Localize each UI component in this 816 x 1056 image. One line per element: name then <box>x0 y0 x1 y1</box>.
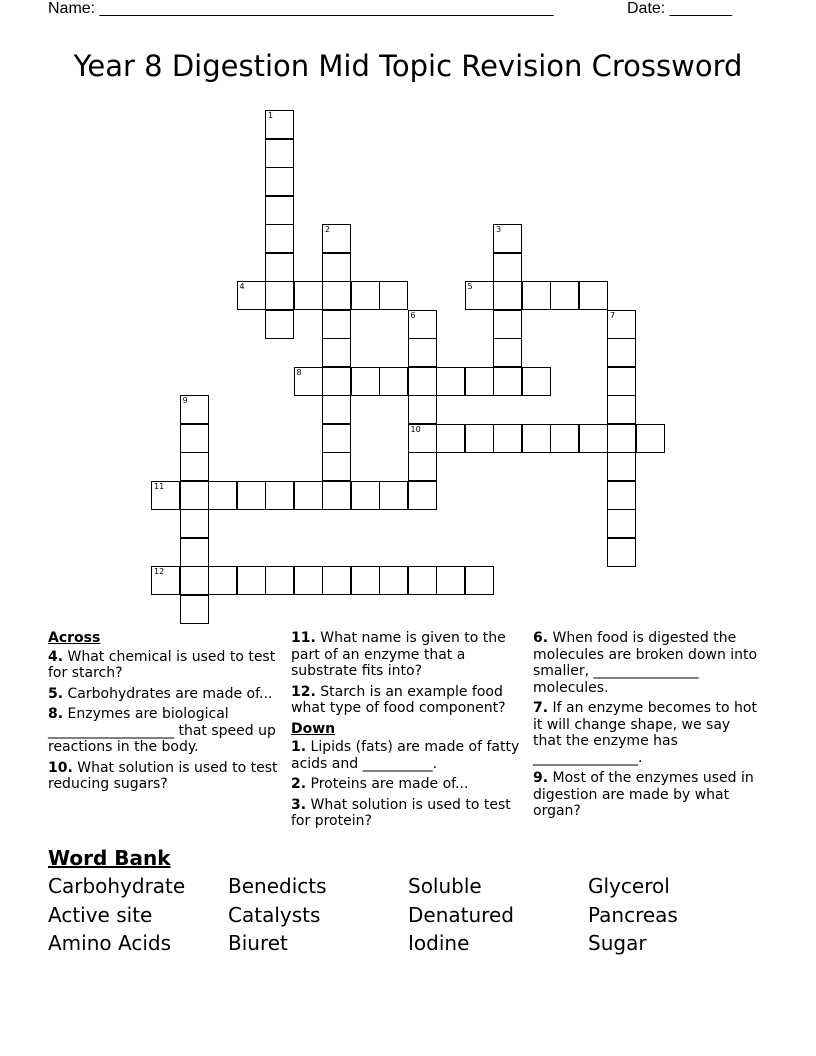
crossword-cell[interactable] <box>493 310 522 339</box>
crossword-cell[interactable] <box>322 281 351 310</box>
crossword-cell[interactable] <box>493 424 522 453</box>
date-field[interactable]: Date: _______ <box>627 0 732 17</box>
word-bank-item: Pancreas <box>588 903 678 927</box>
crossword-cell[interactable] <box>550 281 579 310</box>
crossword-cell[interactable] <box>408 452 437 481</box>
word-bank-item: Soluble <box>408 874 482 898</box>
clue-down-1: 1. Lipids (fats) are made of fatty acids and __________. <box>291 739 520 772</box>
crossword-cell[interactable] <box>322 452 351 481</box>
word-bank-item: Active site <box>48 903 153 927</box>
crossword-cell[interactable] <box>180 481 209 510</box>
clue-down-7: 7. If an enzyme becomes to hot it will change shape, we say that the enzyme has _______________. <box>533 700 757 766</box>
clue-across-8: 8. Enzymes are biological __________________ that speed up reactions in the body. <box>48 706 276 755</box>
crossword-cell[interactable] <box>265 196 294 225</box>
crossword-cell[interactable] <box>436 367 465 396</box>
word-bank-item: Carbohydrate <box>48 874 186 898</box>
crossword-cell[interactable] <box>351 281 380 310</box>
crossword-cell[interactable] <box>636 424 665 453</box>
crossword-cell[interactable] <box>408 310 437 339</box>
clue-across-4: 4. What chemical is used to test for starch? <box>48 648 276 681</box>
word-bank-item: Amino Acids <box>48 931 171 955</box>
crossword-cell[interactable] <box>351 481 380 510</box>
clue-number: 11 <box>154 481 165 491</box>
crossword-cell[interactable] <box>237 481 266 510</box>
crossword-cell[interactable] <box>465 424 494 453</box>
word-bank-item: Sugar <box>588 931 647 955</box>
crossword-cell[interactable] <box>180 509 209 538</box>
clue-number: 3 <box>496 225 502 234</box>
clue-number: 1 <box>268 111 274 120</box>
crossword-cell[interactable] <box>265 253 294 282</box>
crossword-cell[interactable] <box>607 367 636 396</box>
crossword-cell[interactable] <box>180 538 209 567</box>
crossword-cell[interactable] <box>436 424 465 453</box>
crossword-cell[interactable] <box>607 424 636 453</box>
crossword-cell[interactable] <box>208 566 237 595</box>
clue-number: 5 <box>467 282 473 291</box>
crossword-cell[interactable] <box>265 481 294 510</box>
clues-column-2 <box>291 630 521 834</box>
crossword-cell[interactable] <box>493 338 522 367</box>
crossword-cell[interactable] <box>351 566 380 595</box>
crossword-cell[interactable] <box>351 367 380 396</box>
crossword-cell[interactable] <box>294 281 323 310</box>
word-bank-item: Biuret <box>228 931 288 955</box>
crossword-cell[interactable] <box>465 281 494 310</box>
crossword-cell[interactable] <box>493 224 522 253</box>
crossword-cell[interactable] <box>408 395 437 424</box>
clues-column-3 <box>533 630 763 824</box>
crossword-cell[interactable] <box>607 338 636 367</box>
clue-number: 7 <box>610 310 616 320</box>
crossword-cell[interactable] <box>408 367 437 396</box>
clue-down-3: 3. What solution is used to test for protein? <box>291 796 511 829</box>
crossword-cell[interactable] <box>322 367 351 396</box>
crossword-cell[interactable] <box>180 395 209 424</box>
crossword-cell[interactable] <box>265 167 294 196</box>
crossword-cell[interactable] <box>180 566 209 595</box>
crossword-cell[interactable] <box>265 224 294 253</box>
crossword-cell[interactable] <box>322 424 351 453</box>
crossword-cell[interactable] <box>465 367 494 396</box>
crossword-cell[interactable] <box>607 452 636 481</box>
crossword-cell[interactable] <box>294 481 323 510</box>
crossword-cell[interactable] <box>579 281 608 310</box>
crossword-cell[interactable] <box>265 139 294 168</box>
crossword-cell[interactable] <box>208 481 237 510</box>
clue-number: 9 <box>182 396 188 405</box>
crossword-cell[interactable] <box>607 395 636 424</box>
crossword-cell[interactable] <box>322 481 351 510</box>
crossword-cell[interactable] <box>550 424 579 453</box>
crossword-cell[interactable] <box>607 481 636 510</box>
crossword-cell[interactable] <box>522 281 551 310</box>
clue-number: 4 <box>239 282 245 291</box>
crossword-cell[interactable] <box>408 338 437 367</box>
word-bank-item: Catalysts <box>228 903 321 927</box>
crossword-cell[interactable] <box>322 224 351 253</box>
clue-across-12: 12. Starch is an example food what type of food component? <box>291 683 506 716</box>
crossword-cell[interactable] <box>237 281 266 310</box>
crossword-cell[interactable] <box>180 452 209 481</box>
crossword-cell[interactable] <box>607 538 636 567</box>
crossword-cell[interactable] <box>493 281 522 310</box>
crossword-cell[interactable] <box>265 110 294 139</box>
crossword-cell[interactable] <box>408 424 437 453</box>
crossword-cell[interactable] <box>465 566 494 595</box>
clue-down-6: 6. When food is digested the molecules are broken down into smaller, _______________ molecules. <box>533 630 758 696</box>
crossword-cell[interactable] <box>607 509 636 538</box>
crossword-cell[interactable] <box>322 395 351 424</box>
crossword-cell[interactable] <box>436 566 465 595</box>
down-heading: Down <box>291 720 336 737</box>
clue-number: 2 <box>325 225 331 234</box>
crossword-cell[interactable] <box>294 566 323 595</box>
across-heading: Across <box>48 630 101 646</box>
clue-across-10: 10. What solution is used to test reducing sugars? <box>48 759 278 792</box>
crossword-cell[interactable] <box>265 566 294 595</box>
crossword-cell[interactable] <box>294 367 323 396</box>
crossword-cell[interactable] <box>579 424 608 453</box>
crossword-cell[interactable] <box>180 424 209 453</box>
word-bank-item: Iodine <box>408 931 470 955</box>
crossword-cell[interactable] <box>322 310 351 339</box>
clue-number: 6 <box>410 310 416 320</box>
crossword-cell[interactable] <box>322 253 351 282</box>
crossword-cell[interactable] <box>151 481 180 510</box>
word-bank-item: Benedicts <box>228 874 327 898</box>
crossword-cell[interactable] <box>408 566 437 595</box>
crossword-cell[interactable] <box>322 338 351 367</box>
clue-number: 12 <box>154 567 165 576</box>
crossword-cell[interactable] <box>180 595 209 624</box>
crossword-cell[interactable] <box>493 253 522 282</box>
crossword-cell[interactable] <box>379 367 408 396</box>
clue-across-5: 5. Carbohydrates are made of... <box>48 685 273 702</box>
clue-across-11: 11. What name is given to the part of an enzyme that a substrate fits into? <box>291 630 506 679</box>
crossword-cell[interactable] <box>522 367 551 396</box>
clue-down-9: 9. Most of the enzymes used in digestion are made by what organ? <box>533 770 754 819</box>
crossword-cell[interactable] <box>379 481 408 510</box>
name-field[interactable]: Name: ___________________________________________________ <box>48 0 554 17</box>
crossword-cell[interactable] <box>408 481 437 510</box>
page-title: Year 8 Digestion Mid Topic Revision Crossword <box>73 49 743 83</box>
crossword-cell[interactable] <box>607 310 636 339</box>
crossword-cell[interactable] <box>493 367 522 396</box>
crossword-cell[interactable] <box>237 566 266 595</box>
word-bank-item: Glycerol <box>588 874 670 898</box>
crossword-cell[interactable] <box>265 310 294 339</box>
clue-down-2: 2. Proteins are made of... <box>291 776 469 792</box>
clue-number: 10 <box>410 424 421 434</box>
clue-number: 8 <box>296 367 302 377</box>
crossword-cell[interactable] <box>151 566 180 595</box>
crossword-cell[interactable] <box>522 424 551 453</box>
crossword-cell[interactable] <box>322 566 351 595</box>
word-bank-item: Denatured <box>408 903 514 927</box>
clues-column-1 <box>48 630 278 797</box>
crossword-cell[interactable] <box>379 281 408 310</box>
crossword-cell[interactable] <box>379 566 408 595</box>
word-bank-title: Word Bank <box>48 846 171 870</box>
crossword-cell[interactable] <box>265 281 294 310</box>
